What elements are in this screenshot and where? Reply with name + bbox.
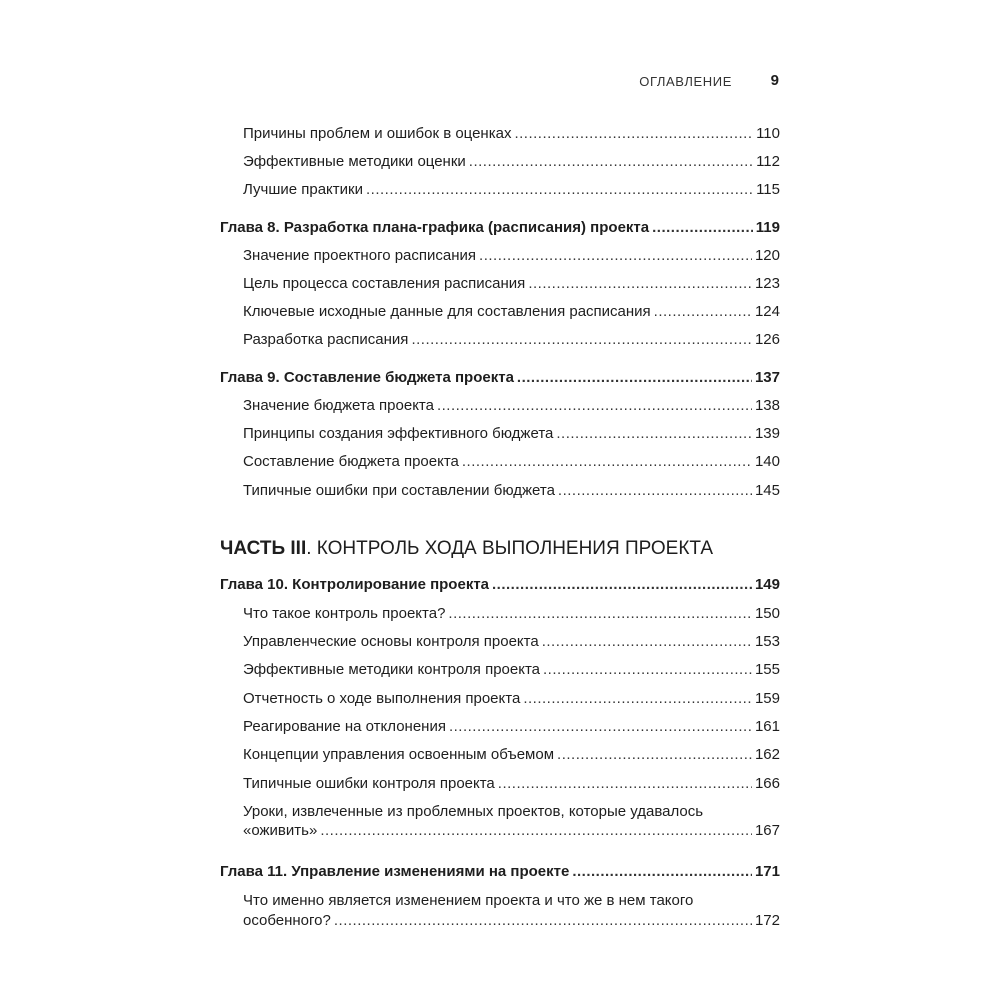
toc-entry-page: 150: [754, 605, 780, 622]
leader-dots: [366, 180, 753, 199]
toc-entry-page: 115: [756, 181, 780, 198]
leader-dots: [448, 604, 752, 623]
toc-entry-page: 124: [754, 303, 780, 320]
toc-entry-page: 155: [754, 661, 780, 678]
toc-entry-label: Управленческие основы контроля проекта: [243, 633, 539, 650]
part-heading: [220, 538, 713, 560]
toc-entry-page: 159: [754, 690, 780, 707]
toc-entry-page: 112: [756, 153, 780, 170]
page-number: 9: [770, 72, 779, 89]
toc-entry-page: 153: [754, 633, 780, 650]
leader-dots: [557, 745, 752, 764]
toc-entry-page: 166: [754, 775, 780, 792]
chapter-page: 137: [754, 369, 780, 386]
chapter-page: 149: [754, 576, 780, 593]
toc-entry-page: 126: [754, 331, 780, 348]
toc-entry: [243, 481, 780, 500]
chapter-title: Глава 8. Разработка плана-графика (расписания) проекта: [220, 219, 650, 236]
toc-entry-label: Принципы создания эффективного бюджета: [243, 425, 554, 442]
leader-dots: [492, 575, 752, 594]
toc-entry-page: 172: [754, 912, 780, 929]
toc-entry-page: 162: [754, 746, 780, 763]
part-title: . КОНТРОЛЬ ХОДА ВЫПОЛНЕНИЯ ПРОЕКТА: [306, 538, 714, 559]
toc-entry-label: Типичные ошибки при составлении бюджета: [243, 482, 555, 499]
toc-entry: [243, 246, 780, 265]
toc-entry-label: Значение бюджета проекта: [243, 397, 434, 414]
toc-entry-label: Цель процесса составления расписания: [243, 275, 526, 292]
toc-entry-label: Ключевые исходные данные для составления расписания: [243, 303, 651, 320]
running-title: ОГЛАВЛЕНИЕ: [639, 74, 732, 89]
toc-entry: [243, 821, 780, 840]
toc-entry: [243, 911, 780, 930]
toc-entry: [243, 396, 780, 415]
toc-entry-label: особенного?: [243, 912, 331, 929]
toc-entry: [243, 452, 780, 471]
leader-dots: [469, 152, 753, 171]
toc-entry-label: Разработка расписания: [243, 331, 409, 348]
toc-entry: [243, 660, 780, 679]
chapter-title: Глава 11. Управление изменениями на проекте: [220, 863, 570, 880]
leader-dots: [652, 218, 753, 237]
leader-dots: [320, 821, 752, 840]
leader-dots: [479, 246, 752, 265]
leader-dots: [556, 424, 752, 443]
toc-entry: [243, 302, 780, 321]
toc-entry-label: Лучшие практики: [243, 181, 363, 198]
toc-entry-page: 161: [754, 718, 780, 735]
leader-dots: [498, 774, 752, 793]
leader-dots: [462, 452, 752, 471]
toc-entry-page: 110: [756, 125, 780, 142]
leader-dots: [558, 481, 752, 500]
chapter-page: 171: [754, 863, 780, 880]
toc-entry: [243, 180, 780, 199]
toc-entry-label: Что такое контроль проекта?: [243, 605, 446, 622]
toc-entry-line1: Уроки, извлеченные из проблемных проектов, которые удавалось: [243, 803, 704, 820]
toc-entry-page: 139: [754, 425, 780, 442]
toc-entry-page: 138: [754, 397, 780, 414]
toc-entry-label: Отчетность о ходе выполнения проекта: [243, 690, 521, 707]
toc-entry-page: 120: [754, 247, 780, 264]
toc-entry-label: Значение проектного расписания: [243, 247, 477, 264]
toc-entry-label: Эффективные методики контроля проекта: [243, 661, 540, 678]
toc-entry-label: Причины проблем и ошибок в оценках: [243, 125, 512, 142]
toc-entry: [243, 124, 780, 143]
running-header: [220, 72, 780, 94]
toc-entry: [243, 330, 780, 349]
chapter-page: 119: [755, 219, 780, 236]
leader-dots: [411, 330, 752, 349]
leader-dots: [517, 368, 752, 387]
toc-entry-page: 167: [754, 822, 780, 839]
leader-dots: [543, 660, 752, 679]
toc-entry: [243, 274, 780, 293]
toc-entry-page: 123: [754, 275, 780, 292]
chapter-title: Глава 10. Контролирование проекта: [220, 576, 490, 593]
leader-dots: [542, 632, 752, 651]
toc-entry: [243, 632, 780, 651]
toc-chapter-9: [220, 368, 780, 387]
leader-dots: [523, 689, 752, 708]
leader-dots: [654, 302, 752, 321]
leader-dots: [514, 124, 753, 143]
toc-entry-label: Эффективные методики оценки: [243, 153, 466, 170]
toc-entry-label: Реагирование на отклонения: [243, 718, 446, 735]
toc-entry-label: Типичные ошибки контроля проекта: [243, 775, 495, 792]
part-label: ЧАСТЬ III: [220, 538, 307, 559]
toc-entry-page: 140: [754, 453, 780, 470]
toc-chapter-8: [220, 218, 780, 237]
chapter-title: Глава 9. Составление бюджета проекта: [220, 369, 514, 386]
toc-entry: [243, 604, 780, 623]
leader-dots: [449, 717, 752, 736]
toc-entry-label: Концепции управления освоенным объемом: [243, 746, 555, 763]
toc-entry-line1: Что именно является изменением проекта и что же в нем такого: [243, 892, 694, 909]
toc-entry: [243, 774, 780, 793]
toc-entry-label: Составление бюджета проекта: [243, 453, 459, 470]
toc-entry: [243, 424, 780, 443]
toc-entry: [243, 152, 780, 171]
leader-dots: [528, 274, 752, 293]
toc-chapter-11: [220, 862, 780, 881]
leader-dots: [437, 396, 752, 415]
toc-chapter-10: [220, 575, 780, 594]
leader-dots: [334, 911, 752, 930]
leader-dots: [572, 862, 752, 881]
toc-entry: [243, 689, 780, 708]
toc-entry: [243, 745, 780, 764]
toc-entry-page: 145: [754, 482, 780, 499]
toc-entry: [243, 717, 780, 736]
toc-entry-label: «оживить»: [243, 822, 318, 839]
